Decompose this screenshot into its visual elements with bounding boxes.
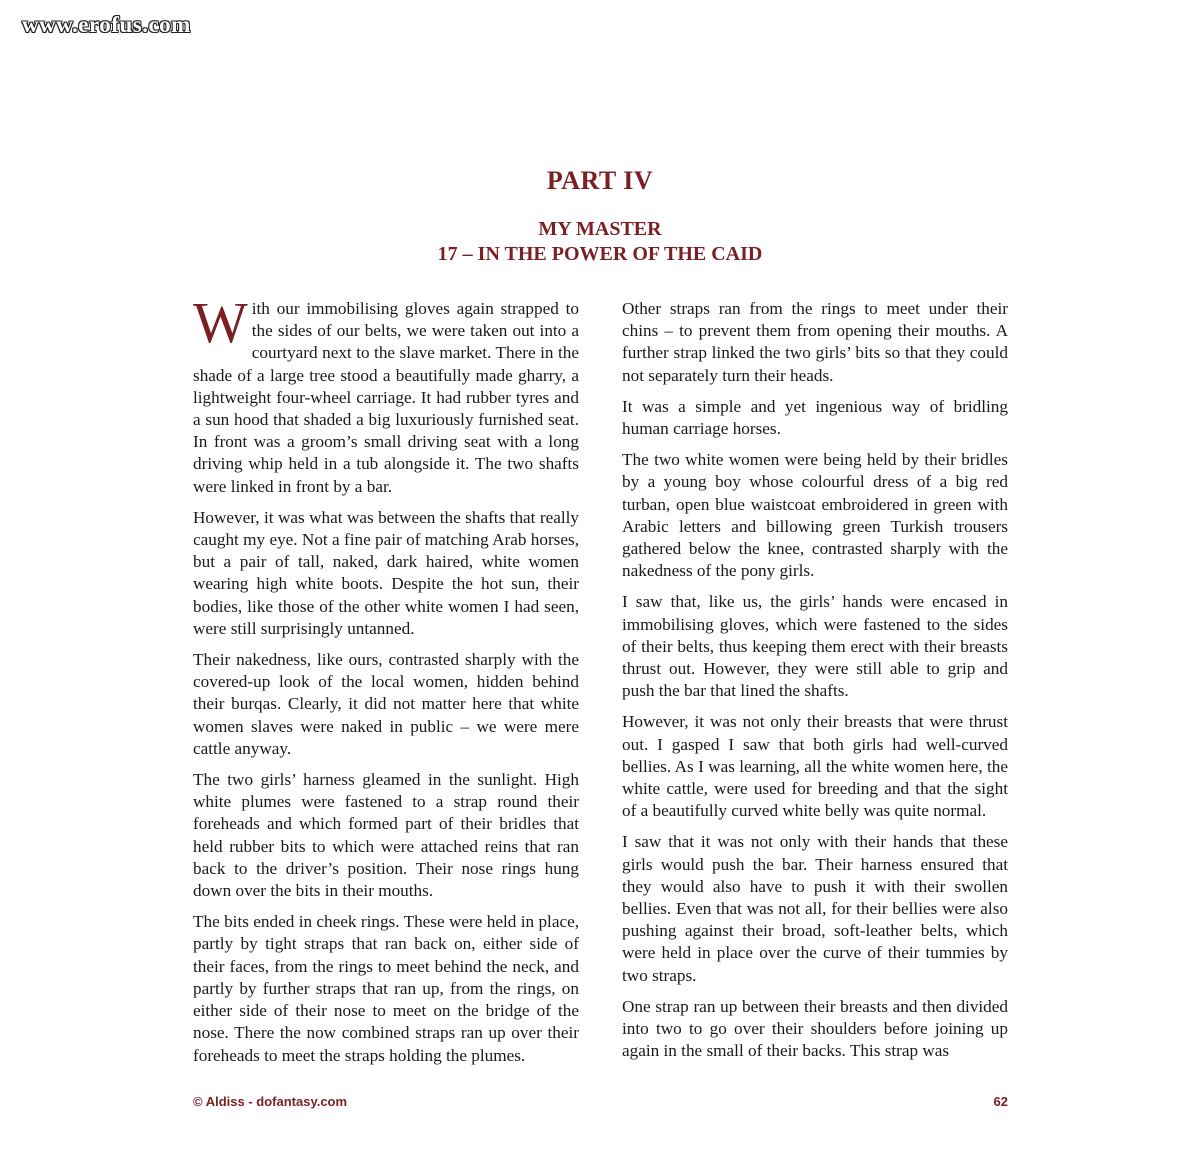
chapter-subtitle: MY MASTER <box>538 218 662 240</box>
paragraph: The two white women were being held by their bridles by a young boy whose colourful dress of a big red turban, open blue waistcoat embroidered in green with Arabic letters and billowing green Turkish trousers gathered below the knee, contrasted sharply with the nakedness of the pony girls. <box>622 450 1008 581</box>
watermark: www.erofus.com <box>22 12 191 37</box>
paragraph-text: ith our immobilising gloves again strapped to the sides of our belts, we were taken out into a courtyard next to the slave market. There in the shade of a large tree stood a beautifully made gharry, a lightweight four-wheel carriage. It had rubber tyres and a sun hood that shaded a big luxuriously furnished seat. In front was a groom’s small driving seat with a long driving whip held in a tub alongside it. The two shafts were linked in front by a bar. <box>193 299 579 496</box>
paragraph: Their nakedness, like ours, contrasted sharply with the covered-up look of the local women, hidden behind their burqas. Clearly, it did not matter here that white women slaves were naked in public – we were mere cattle anyway. <box>193 650 579 758</box>
paragraph: One strap ran up between their breasts and then divided into two to go over their shoulders before joining up again in the small of their backs. This strap was <box>622 996 1008 1061</box>
right-column <box>622 298 1008 1072</box>
left-column <box>193 290 579 1076</box>
paragraph <box>193 290 579 498</box>
paragraph: The bits ended in cheek rings. These were held in place, partly by tight straps that ran back on, either side of their faces, from the rings to meet behind the neck, and partly by further straps that ran up, from the rings, on either side of their nose to meet on the bridge of the nose. There the now combined straps ran up over their foreheads to meet the straps holding the plumes. <box>193 912 579 1065</box>
paragraph: Other straps ran from the rings to meet under their chins – to prevent them from opening their mouths. A further strap linked the two girls’ bits so that they could not separately turn their heads. <box>622 299 1008 385</box>
drop-cap: W <box>193 290 248 355</box>
paragraph: It was a simple and yet ingenious way of bridling human carriage horses. <box>622 396 1008 439</box>
paragraph: However, it was what was between the shafts that really caught my eye. Not a fine pair of matching Arab horses, but a pair of tall, naked, dark haired, white women wearing high white boots. Despite the hot sun, their bodies, like those of the other white women I had seen, were still surprisingly untanned. <box>193 507 579 638</box>
paragraph: However, it was not only their breasts that were thrust out. I gasped I saw that both girls had well-curved bellies. As I was learning, all the white women here, the white cattle, were used for breeding and that the sight of a beautifully curved white belly was quite normal. <box>622 712 1008 821</box>
paragraph: I saw that it was not only with their hands that these girls would push the bar. Their harness ensured that they would also have to push it with their swollen bellies. Even that was not all, for their bellies were also pushing against their broad, soft-leather belts, which were held in place over the curve of their tummies by two straps. <box>622 832 1008 985</box>
paragraph: I saw that, like us, the girls’ hands were encased in immobilising gloves, which were fastened to the sides of their belts, thus keeping them erect with their breasts thrust out. However, they were still able to grip and push the bar that lined the shafts. <box>622 592 1008 701</box>
part-title: PART IV <box>546 166 654 195</box>
paragraph: The two girls’ harness gleamed in the sunlight. High white plumes were fastened to a strap round their foreheads and which formed part of their bridles that held rubber bits to which were attached reins that ran back to the driver’s position. Their nose rings hung down over the bits in their mouths. <box>193 770 579 901</box>
copyright-notice: © Aldiss - dofantasy.com <box>193 1094 348 1109</box>
page-number: 62 <box>993 1094 1008 1109</box>
chapter-title: 17 – IN THE POWER OF THE CAID <box>437 243 763 265</box>
